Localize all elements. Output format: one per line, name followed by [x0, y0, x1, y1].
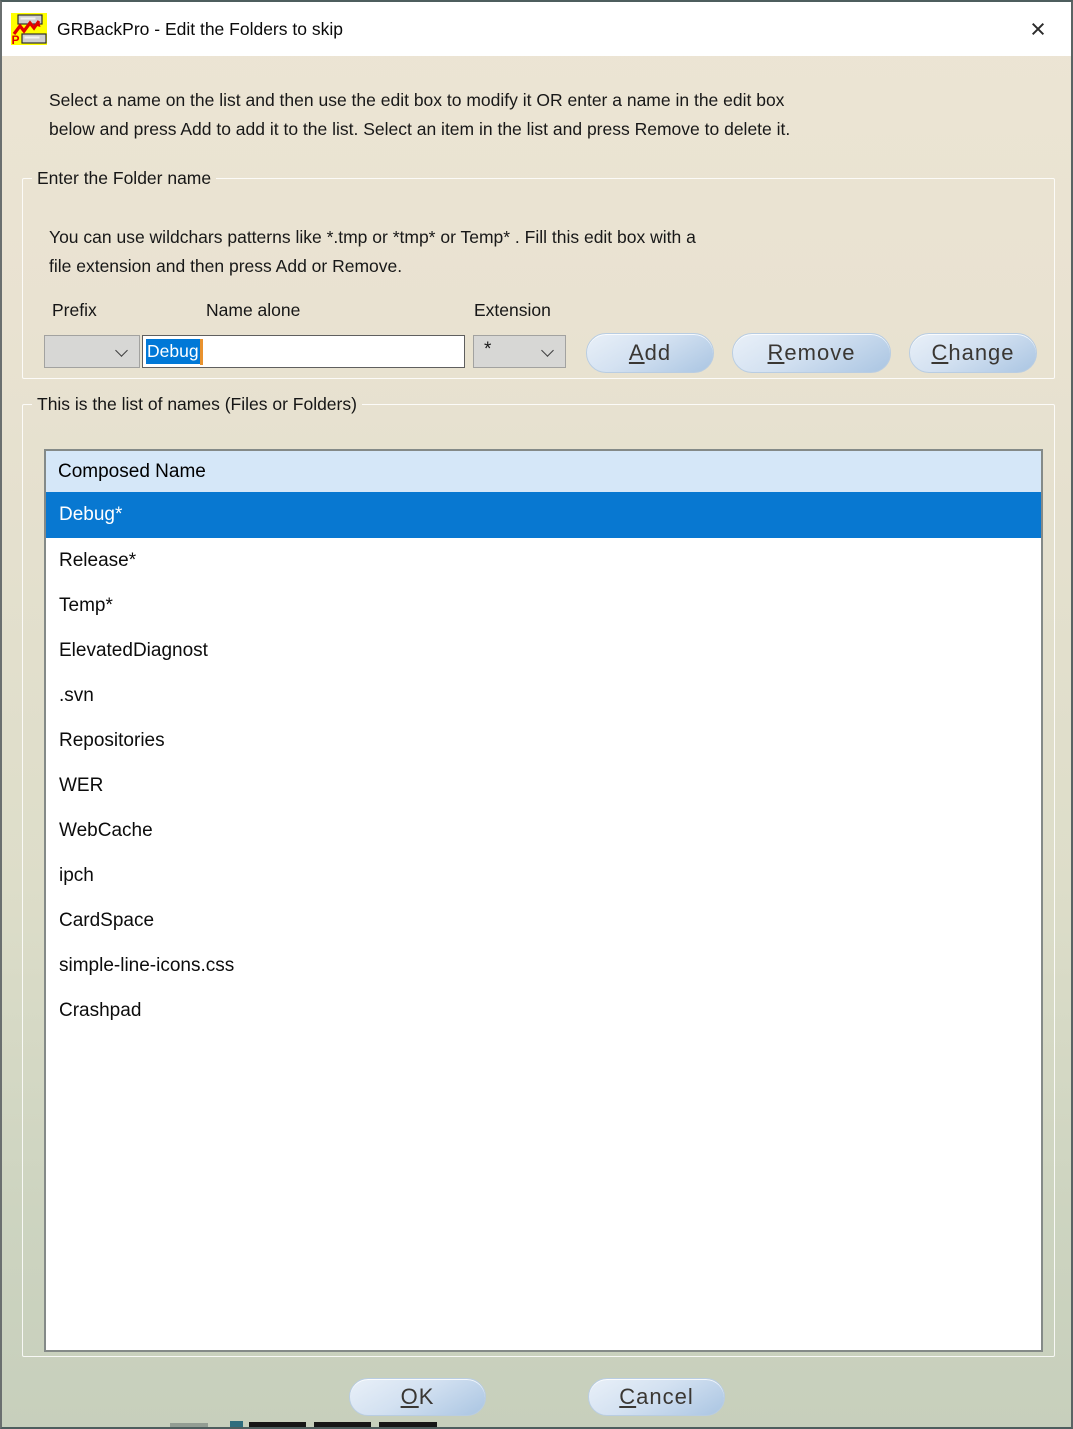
background-window-artifact: [2, 1420, 1071, 1427]
close-icon[interactable]: ×: [1030, 13, 1046, 44]
prefix-label: Prefix: [52, 300, 97, 320]
artifact-fragment: [249, 1422, 306, 1427]
chevron-down-icon: [115, 344, 128, 357]
wildcard-hint: [49, 223, 696, 280]
list-item[interactable]: Temp*: [46, 583, 1041, 628]
names-list-group: [22, 394, 1055, 1357]
names-list-group-legend: This is the list of names (Files or Folders): [37, 394, 357, 414]
list-item[interactable]: WebCache: [46, 808, 1041, 853]
list-item[interactable]: WER: [46, 763, 1041, 808]
list-item[interactable]: .svn: [46, 673, 1041, 718]
names-list[interactable]: [44, 449, 1043, 1352]
window-title: GRBackPro - Edit the Folders to skip: [57, 18, 343, 39]
list-item[interactable]: ElevatedDiagnost: [46, 628, 1041, 673]
title-bar[interactable]: [2, 2, 1071, 56]
artifact-fragment: [379, 1422, 437, 1427]
wildcard-hint-line-2: file extension and then press Add or Remove.: [49, 255, 403, 276]
list-item[interactable]: simple-line-icons.css: [46, 943, 1041, 988]
artifact-fragment: [170, 1423, 208, 1427]
svg-text:P: P: [11, 33, 20, 45]
extension-dropdown[interactable]: [473, 335, 566, 368]
extension-dropdown-value: *: [484, 339, 492, 360]
app-icon: [11, 13, 47, 45]
intro-text: [49, 86, 1039, 143]
intro-line-1: Select a name on the list and then use the edit box to modify it OR enter a name in the edit box: [49, 90, 785, 110]
extension-label: Extension: [474, 300, 551, 320]
name-input-selected-text: Debug: [146, 339, 200, 364]
list-item[interactable]: Release*: [46, 538, 1041, 583]
remove-button[interactable]: Remove: [732, 333, 891, 373]
list-item[interactable]: Repositories: [46, 718, 1041, 763]
name-alone-label: Name alone: [206, 300, 301, 320]
text-caret: [200, 339, 203, 365]
name-input[interactable]: [142, 335, 465, 368]
add-button[interactable]: Add: [586, 333, 714, 373]
list-item[interactable]: ipch: [46, 853, 1041, 898]
folder-name-group-legend: Enter the Folder name: [37, 168, 212, 188]
change-button[interactable]: Change: [909, 333, 1037, 373]
list-item[interactable]: Crashpad: [46, 988, 1041, 1033]
cancel-button[interactable]: Cancel: [588, 1378, 725, 1416]
chevron-down-icon: [541, 344, 554, 357]
list-item[interactable]: Debug*: [46, 492, 1041, 538]
list-item[interactable]: CardSpace: [46, 898, 1041, 943]
list-column-header[interactable]: Composed Name: [46, 451, 1041, 492]
artifact-fragment: [230, 1421, 243, 1427]
prefix-dropdown[interactable]: [44, 335, 140, 368]
artifact-fragment: [314, 1422, 371, 1427]
intro-line-2: below and press Add to add it to the list. Select an item in the list and press Remove to delete it.: [49, 118, 791, 139]
ok-button[interactable]: OK: [349, 1378, 486, 1416]
folder-name-group: [22, 168, 1055, 379]
wildcard-hint-line-1: You can use wildchars patterns like *.tmp or *tmp* or Temp* . Fill this edit box with a: [49, 227, 696, 247]
